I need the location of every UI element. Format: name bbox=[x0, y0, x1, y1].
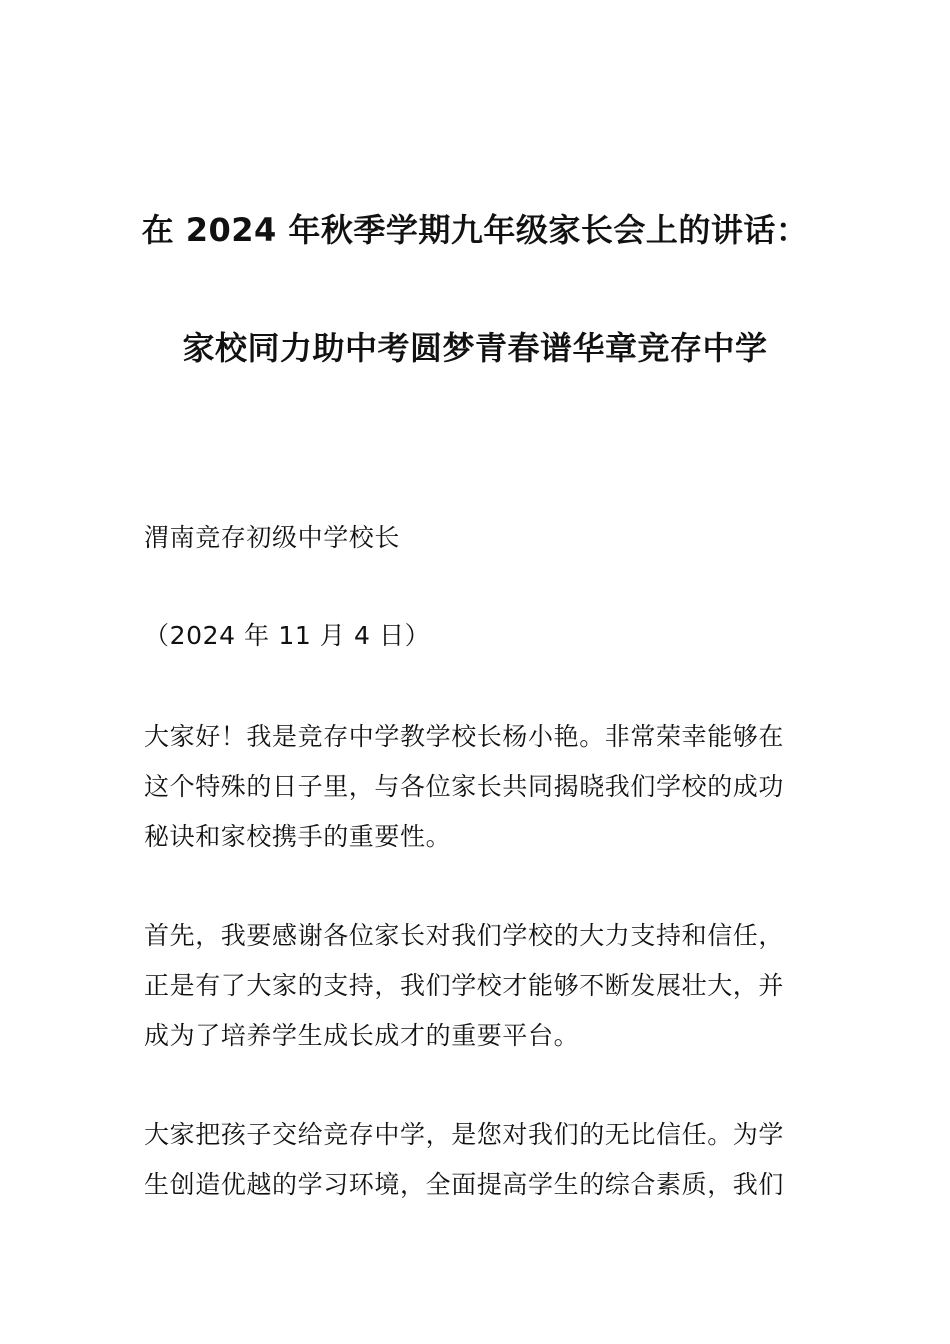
paragraph-line: 大家把孩子交给竞存中学，是您对我们的无比信任。为学 bbox=[144, 1120, 785, 1149]
paragraph-line: 大家好！我是竞存中学教学校长杨小艳。非常荣幸能够在 bbox=[144, 722, 785, 751]
title-line-1: 在 2024 年秋季学期九年级家长会上的讲话： bbox=[141, 211, 809, 249]
paragraph-line: 首先，我要感谢各位家长对我们学校的大力支持和信任， bbox=[144, 921, 785, 950]
author-line bbox=[144, 513, 824, 563]
paragraph-line: 这个特殊的日子里，与各位家长共同揭晓我们学校的成功 bbox=[144, 772, 785, 801]
date-text: （2024 年 11 月 4 日） bbox=[144, 621, 431, 650]
paragraph-3 bbox=[144, 1110, 824, 1210]
paragraph-1 bbox=[144, 712, 824, 862]
paragraph-line: 秘诀和家校携手的重要性。 bbox=[144, 822, 452, 851]
paragraph-line: 成为了培养学生成长成才的重要平台。 bbox=[144, 1021, 580, 1050]
paragraph-line: 正是有了大家的支持，我们学校才能够不断发展壮大，并 bbox=[144, 971, 785, 1000]
date-line bbox=[144, 611, 824, 661]
title-line-2: 家校同力助中考圆梦青春谱华章竞存中学 bbox=[182, 329, 768, 367]
author-text: 渭南竞存初级中学校长 bbox=[144, 523, 401, 552]
paragraph-2 bbox=[144, 911, 824, 1061]
paragraph-line: 生创造优越的学习环境，全面提高学生的综合素质，我们 bbox=[144, 1170, 785, 1199]
